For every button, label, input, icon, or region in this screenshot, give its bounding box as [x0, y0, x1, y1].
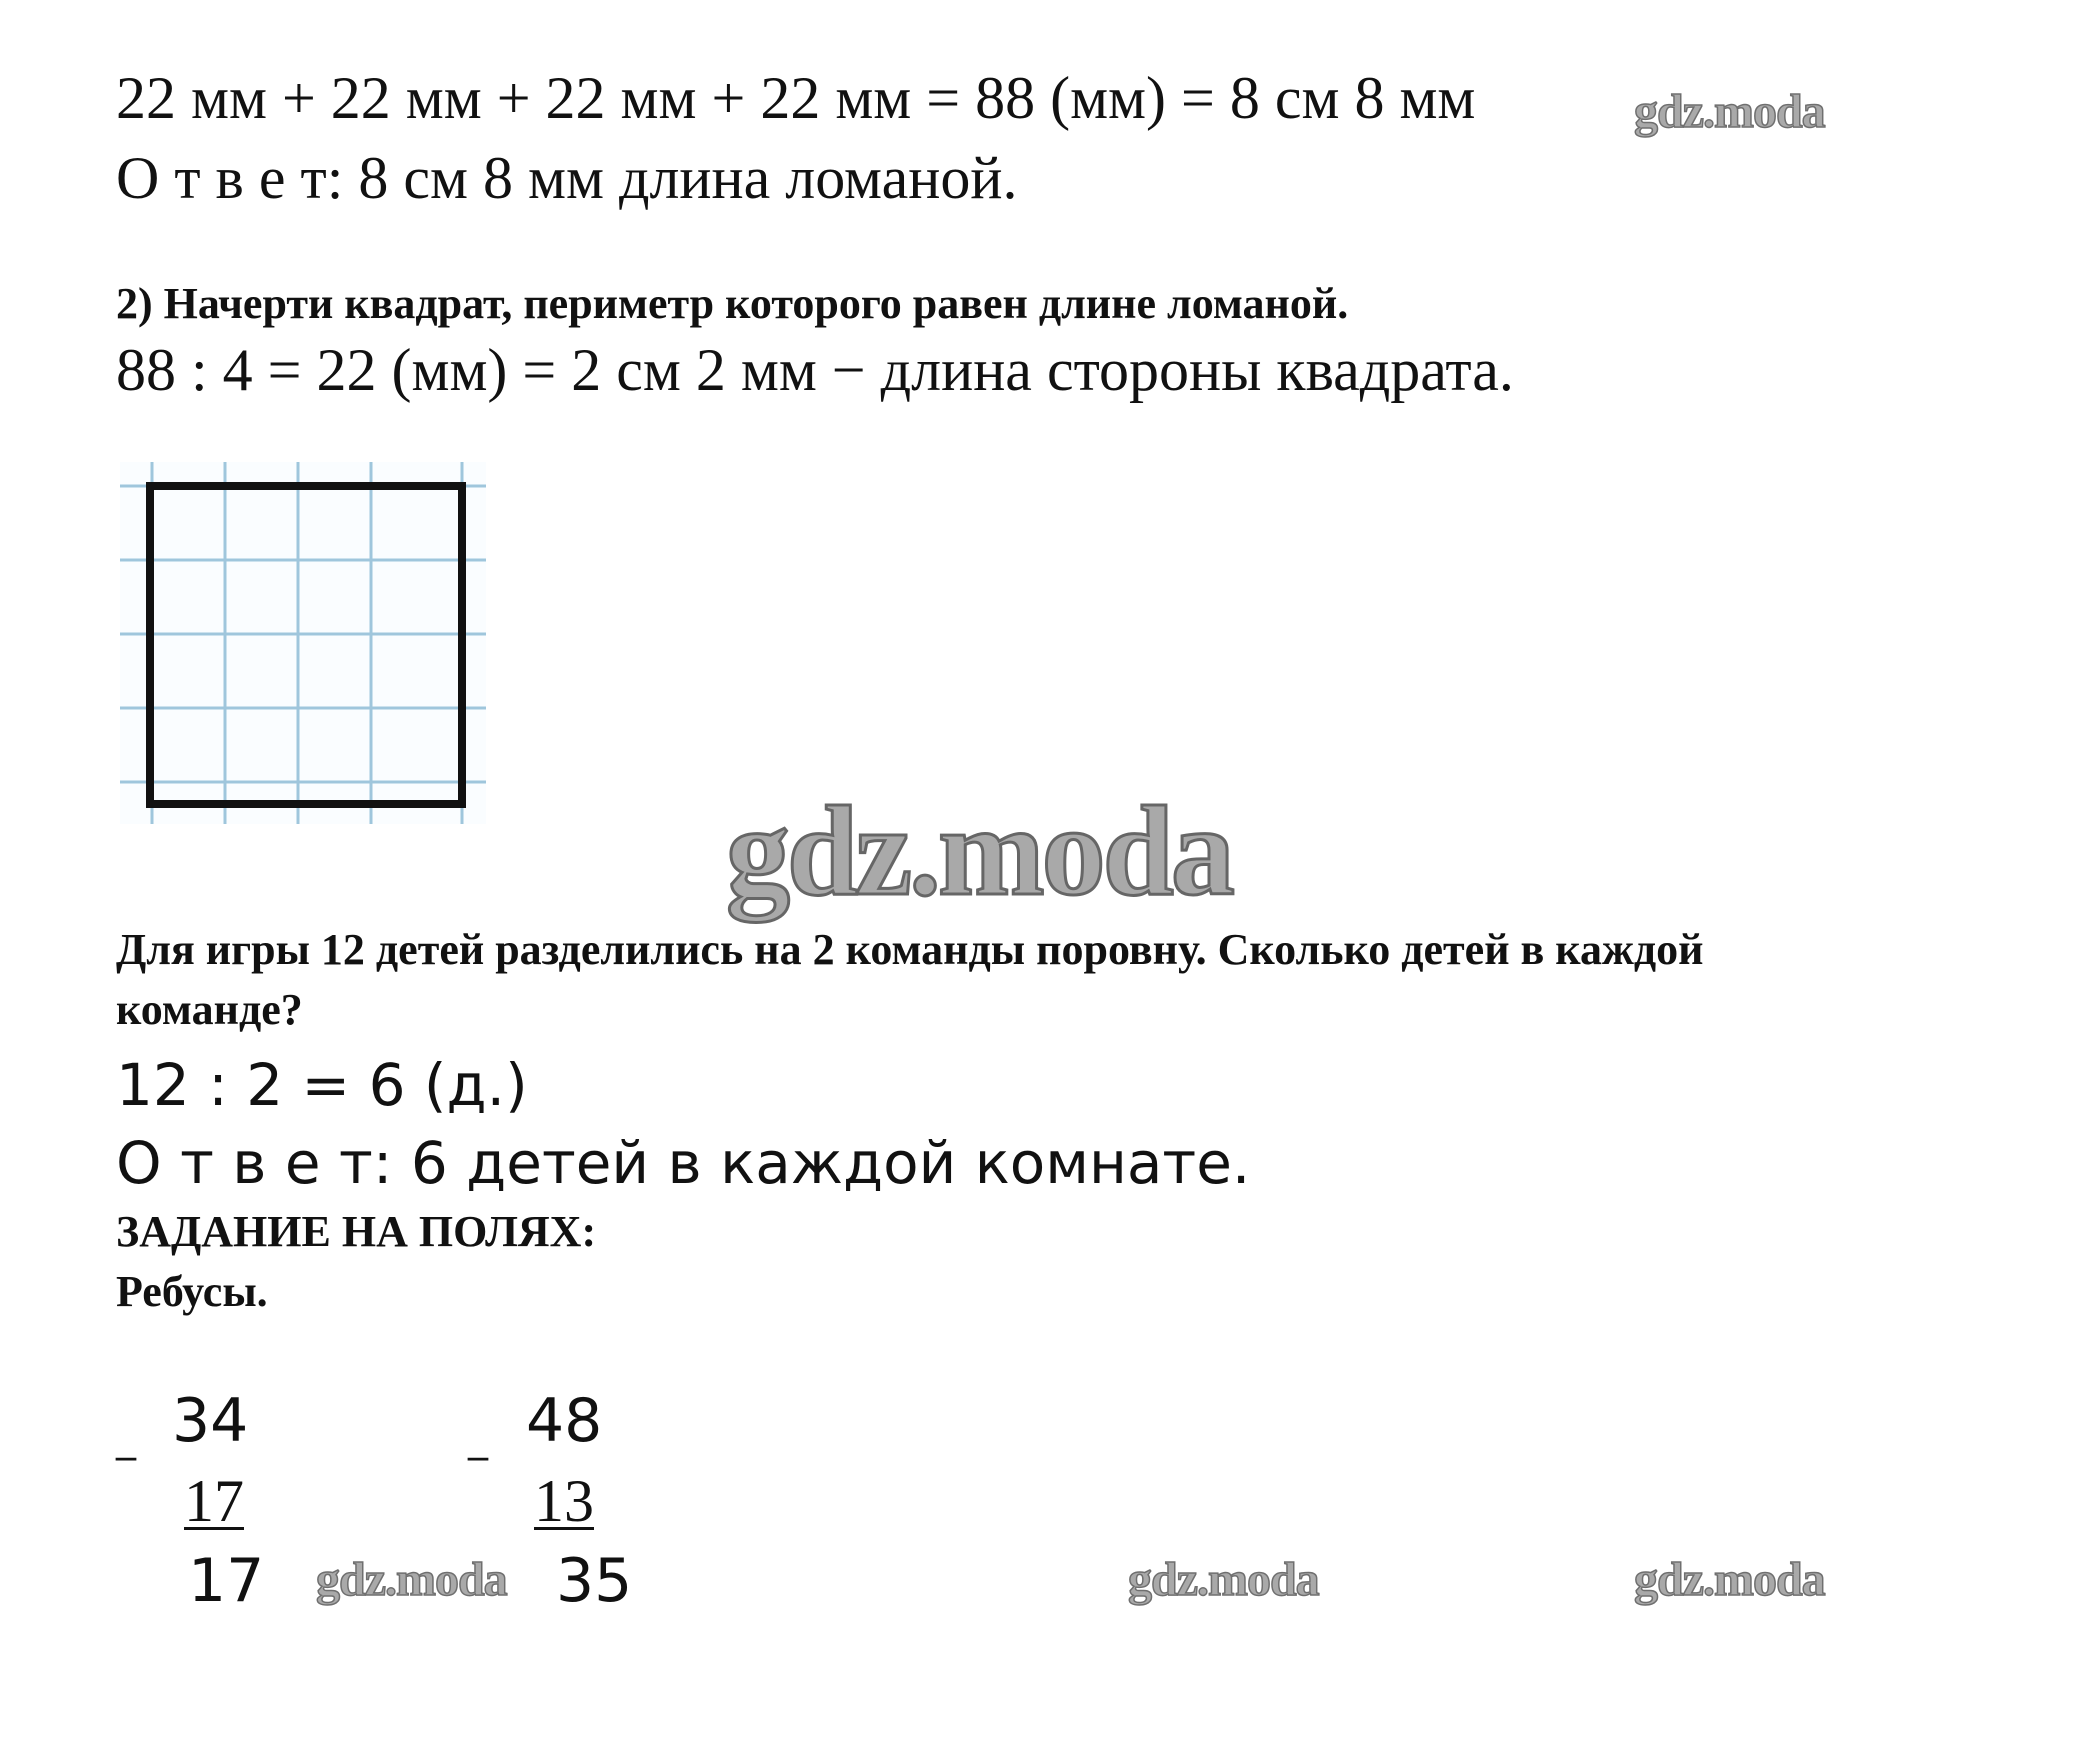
rebus-1-result: 17 — [188, 1546, 265, 1616]
problem-solution: 12 : 2 = 6 (д.) — [116, 1051, 528, 1119]
square-side-calculation: 88 : 4 = 22 (мм) = 2 см 2 мм − длина стороны квадрата. — [116, 337, 1514, 403]
square-task: 2) Начерти квадрат, периметр которого равен длине ломаной. — [116, 279, 1349, 328]
problem-question-line2: команде? — [116, 985, 303, 1034]
problem-question-line1: Для игры 12 детей разделились на 2 команды поровну. Сколько детей в каждой — [116, 925, 1704, 974]
watermark: gdz.moda — [316, 1553, 507, 1606]
grid-square-drawing — [120, 462, 486, 824]
watermark: gdz.moda — [1634, 1553, 1825, 1606]
margin-task-subheading: Ребусы. — [116, 1267, 268, 1316]
watermark: gdz.moda — [1634, 85, 1825, 138]
rebus-1-minuend: 34 — [172, 1386, 249, 1456]
rebus-2-subtrahend: 13 — [534, 1468, 594, 1534]
watermark-large: gdz.moda — [726, 780, 1232, 922]
polyline-answer: О т в е т: 8 см 8 мм длина ломаной. — [116, 145, 1018, 211]
rebus-2-minuend: 48 — [526, 1386, 603, 1456]
rebus-1-subtrahend: 17 — [184, 1468, 244, 1534]
rebus-1-operator: _ — [116, 1415, 136, 1461]
polyline-length-calculation: 22 мм + 22 мм + 22 мм + 22 мм = 88 (мм) = 8 см 8 мм — [116, 65, 1476, 131]
margin-task-heading: ЗАДАНИЕ НА ПОЛЯХ: — [116, 1207, 597, 1256]
grid-background — [120, 462, 486, 824]
rebus-2-result: 35 — [556, 1546, 633, 1616]
problem-answer: О т в е т: 6 детей в каждой комнате. — [116, 1129, 1251, 1197]
watermark: gdz.moda — [1128, 1553, 1319, 1606]
rebus-2-operator: _ — [468, 1415, 488, 1461]
